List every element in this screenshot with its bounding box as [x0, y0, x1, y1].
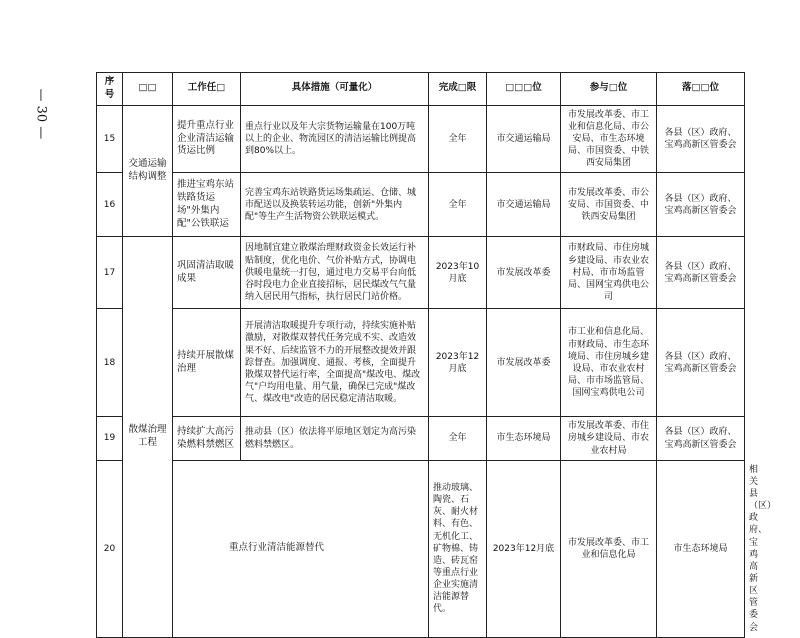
task-cell: 提升重点行业企业清洁运输货运比例 [173, 105, 241, 173]
header-seq: 序号 [97, 73, 123, 106]
measure-cell: 因地制宜建立散煤治理财政资金长效运行补贴制度，优化电价、气价补贴方式，协调电供暖电量统一打包，通过电力交易平台向低谷时段电力企业直接招标，居民煤改气气量纳入居民用气指标，执行居民门站价格。 [241, 237, 429, 309]
table-row [97, 237, 745, 309]
participants-cell: 市发展改革委、市工业和信息化局、市公安局、市生态环境局、市国资委、中铁西安局集团 [561, 105, 657, 173]
implementers-cell: 各县（区）政府、宝鸡高新区管委会 [657, 237, 745, 309]
participants-cell: 市发展改革委、市公安局、市国资委、中铁西安局集团 [561, 173, 657, 237]
header-task: 工作任□ [173, 73, 241, 106]
implementers-cell: 各县（区）政府、宝鸡高新区管委会 [657, 309, 745, 417]
category-cell: 散煤治理工程 [123, 237, 173, 637]
measure-cell: 开展清洁取暖提升专项行动，持续实施补贴激励，对散煤双替代任务完成不实、改造效果不好、后续监管不力的开展整改提效并跟踪督查。加强调度、通报、考核，全面提升散煤双替代运行率，全面提高"煤改电、煤改气"户均用电量、用气量，确保已完成"煤改气、煤改电"改造的居民稳定清洁取暖。 [241, 309, 429, 417]
row-number: 17 [97, 237, 123, 309]
task-cell: 持续开展散煤治理 [173, 309, 241, 417]
row-number: 15 [97, 105, 123, 173]
participants-cell: 市财政局、市住房城乡建设局、市农业农村局、市市场监管局、国网宝鸡供电公司 [561, 237, 657, 309]
implementers-cell: 各县（区）政府、宝鸡高新区管委会 [657, 173, 745, 237]
header-measure: 具体措施（可量化） [241, 73, 429, 106]
header-implementers: 落□□位 [657, 73, 745, 106]
table-row: 20 重点行业清洁能源替代 推动玻璃、陶瓷、石灰、耐火材料、有色、无机化工、矿物棉、铸造、砖瓦窑等重点行业企业实施清洁能源替代。 2023年12月底 市发展改革委、市工业和信息化局 市生态环境局 相关县（区）政府、宝鸡高新区管委会 [97, 460, 745, 637]
deadline-cell: 2023年10月底 [429, 237, 487, 309]
lead-unit-cell: 市发展改革委 [487, 237, 561, 309]
row-number: 20 [97, 460, 123, 637]
table-row [97, 105, 745, 173]
measure-cell: 完善宝鸡东站铁路货运场集疏运、仓储、城市配送以及换装转运功能，创新"外集内配"等生产生活物资公铁联运模式。 [241, 173, 429, 237]
measure-cell: 推动县（区）依法将平原地区划定为高污染燃料禁燃区。 [241, 417, 429, 460]
task-cell: 持续扩大高污染燃料禁燃区 [173, 417, 241, 460]
table-header-row [97, 73, 745, 106]
page-number: — 30 — [33, 88, 49, 140]
task-cell: 巩固清洁取暖成果 [173, 237, 241, 309]
participants-cell: 市发展改革委、市住房城乡建设局、市农业农村局 [561, 417, 657, 460]
participants-cell: 市生态环境局 [657, 460, 745, 637]
deadline-cell: 全年 [429, 173, 487, 237]
table-row [97, 417, 745, 460]
participants-cell: 市工业和信息化局、市财政局、市生态环境局、市住房城乡建设局、市农业农村局、市市场监管局、国网宝鸡供电公司 [561, 309, 657, 417]
lead-unit-cell: 市交通运输局 [487, 173, 561, 237]
deadline-cell: 全年 [429, 417, 487, 460]
measures-table [96, 72, 777, 638]
lead-unit-cell: 市交通运输局 [487, 105, 561, 173]
header-lead-unit: □□□位 [487, 73, 561, 106]
lead-unit-cell: 市发展改革委 [487, 309, 561, 417]
deadline-cell: 2023年12月底 [429, 309, 487, 417]
deadline-cell: 全年 [429, 105, 487, 173]
table-row [97, 309, 745, 417]
header-category: □□ [123, 73, 173, 106]
deadline-cell: 2023年12月底 [487, 460, 561, 637]
task-cell: 推进宝鸡东站铁路货运场"外集内配"公铁联运 [173, 173, 241, 237]
row-number: 19 [97, 417, 123, 460]
row-number: 16 [97, 173, 123, 237]
measure-cell: 推动玻璃、陶瓷、石灰、耐火材料、有色、无机化工、矿物棉、铸造、砖瓦窑等重点行业企业实施清洁能源替代。 [429, 460, 487, 637]
header-deadline: 完成□限 [429, 73, 487, 106]
implementers-cell: 各县（区）政府、宝鸡高新区管委会 [657, 105, 745, 173]
header-participants: 参与□位 [561, 73, 657, 106]
lead-unit-cell: 市发展改革委、市工业和信息化局 [561, 460, 657, 637]
task-cell: 重点行业清洁能源替代 [173, 460, 429, 637]
table-row [97, 173, 745, 237]
measure-cell: 重点行业以及年大宗货物运输量在100万吨以上的企业、物流园区的清洁运输比例提高到80%以上。 [241, 105, 429, 173]
implementers-cell: 各县（区）政府、宝鸡高新区管委会 [657, 417, 745, 460]
lead-unit-cell: 市生态环境局 [487, 417, 561, 460]
row-number: 18 [97, 309, 123, 417]
category-cell: 交通运输结构调整 [123, 105, 173, 237]
